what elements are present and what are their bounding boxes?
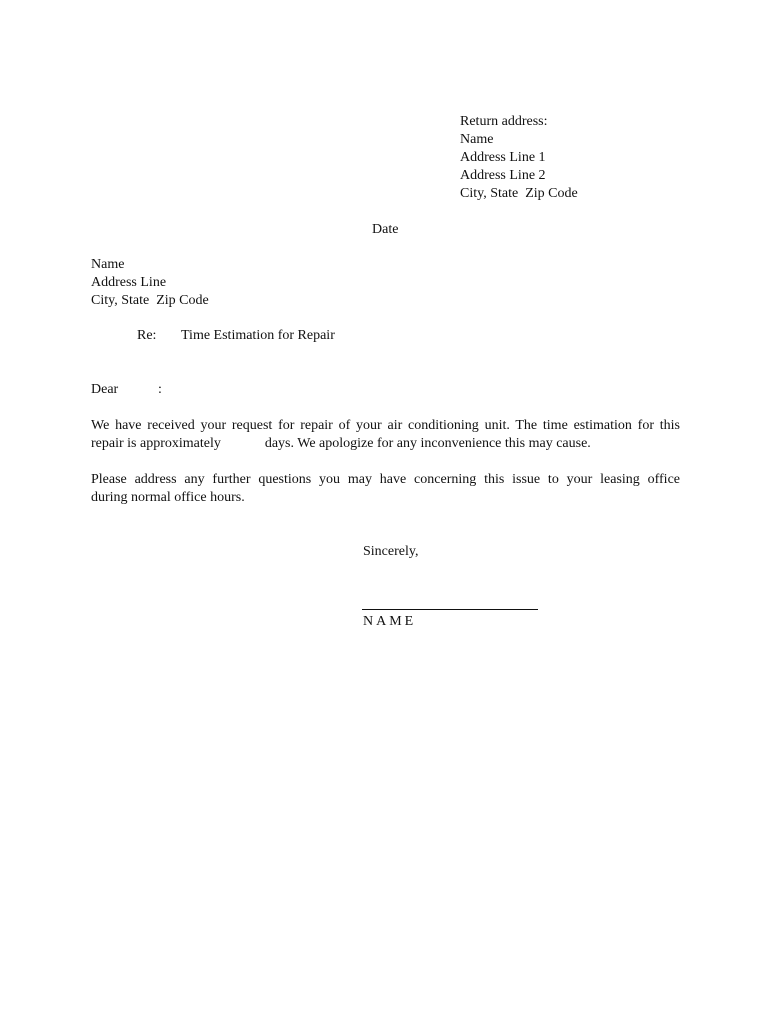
salutation xyxy=(91,381,162,399)
salutation-word: Dear xyxy=(91,382,119,397)
return-address-line-1: Address Line 1 xyxy=(460,150,546,165)
return-address-city-state-zip: City, State Zip Code xyxy=(460,186,578,201)
return-address-label: Return address: xyxy=(460,114,548,129)
paragraph-1-line-2-start: repair is approximately xyxy=(91,436,221,451)
return-address-name: Name xyxy=(460,132,494,147)
recipient-address-line: Address Line xyxy=(91,275,167,290)
paragraph-2-line-2: during normal office hours. xyxy=(91,490,245,505)
signature-line xyxy=(362,609,538,610)
return-address-line-2: Address Line 2 xyxy=(460,168,546,183)
subject-line xyxy=(137,327,335,345)
recipient-address-block xyxy=(91,256,209,310)
signature-name: NAME xyxy=(363,614,417,629)
subject-label: Re: xyxy=(137,328,157,343)
letter-date: Date xyxy=(372,222,399,237)
paragraph-2-line-1: Please address any further questions you may have concerning this issue to your leasing office xyxy=(91,472,680,487)
paragraph-1-line-2-end: days. We apologize for any inconvenience this may cause. xyxy=(264,436,591,451)
body-paragraph-2 xyxy=(91,471,680,507)
paragraph-1-line-2 xyxy=(91,435,680,453)
recipient-name: Name xyxy=(91,257,125,272)
return-address-block xyxy=(460,113,578,203)
salutation-punctuation: : xyxy=(158,382,162,397)
body-paragraph-1 xyxy=(91,417,680,453)
closing: Sincerely, xyxy=(363,544,419,559)
subject-text: Time Estimation for Repair xyxy=(181,328,335,343)
recipient-city-state-zip: City, State Zip Code xyxy=(91,293,209,308)
paragraph-1-line-1: We have received your request for repair of your air conditioning unit. The time estimation for this xyxy=(91,418,680,433)
